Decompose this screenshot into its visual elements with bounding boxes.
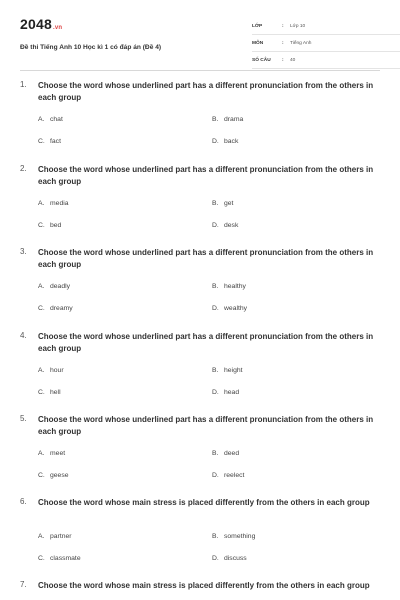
option-word: hell xyxy=(50,389,61,396)
exam-header xyxy=(20,12,380,63)
option-word: hour xyxy=(50,367,64,374)
option-letter: C. xyxy=(38,389,45,396)
option-a[interactable] xyxy=(38,533,72,540)
option-a[interactable] xyxy=(38,450,65,457)
option-c[interactable] xyxy=(38,222,61,229)
question-number: 3. xyxy=(20,247,27,256)
meta-class xyxy=(252,18,400,35)
option-word: dreamy xyxy=(50,305,73,312)
option-letter: A. xyxy=(38,533,45,540)
option-c[interactable] xyxy=(38,472,69,479)
option-word: reelect xyxy=(224,472,245,479)
option-letter: A. xyxy=(38,283,45,290)
question-text: Choose the word whose underlined part has a different pronunciation from the others in each group xyxy=(38,332,374,353)
meta-subject-label: MÔN xyxy=(252,41,264,46)
option-letter: C. xyxy=(38,138,45,145)
option-c[interactable] xyxy=(38,389,61,396)
option-b[interactable] xyxy=(212,533,255,540)
option-word: wealthy xyxy=(224,305,248,312)
option-word: classmate xyxy=(50,555,81,562)
option-letter: A. xyxy=(38,200,45,207)
option-word: discuss xyxy=(224,555,247,562)
meta-count-colon: : xyxy=(282,58,284,63)
option-letter: D. xyxy=(212,222,219,229)
exam-meta xyxy=(252,18,400,69)
option-letter: C. xyxy=(38,472,45,479)
option-word: height xyxy=(224,367,243,374)
question-number: 2. xyxy=(20,164,27,173)
option-letter: D. xyxy=(212,305,219,312)
option-word: media xyxy=(50,200,69,207)
option-letter: B. xyxy=(212,200,219,207)
option-letter: D. xyxy=(212,555,219,562)
question-number: 5. xyxy=(20,414,27,423)
question-number: 4. xyxy=(20,331,27,340)
option-a[interactable] xyxy=(38,367,64,374)
exam-title: Đề thi Tiếng Anh 10 Học kì 1 có đáp án (Đề 4) xyxy=(20,44,162,51)
option-b[interactable] xyxy=(212,200,233,207)
meta-count-value: 40 xyxy=(290,58,296,63)
question-text: Choose the word whose main stress is placed differently from the others in each group xyxy=(38,498,370,507)
option-d[interactable] xyxy=(212,222,238,229)
option-word: something xyxy=(224,533,256,540)
option-letter: B. xyxy=(212,116,219,123)
option-word: head xyxy=(224,389,240,396)
question-text: Choose the word whose main stress is placed differently from the others in each group xyxy=(38,581,370,590)
option-word: partner xyxy=(50,533,72,540)
option-b[interactable] xyxy=(212,283,246,290)
option-word: drama xyxy=(224,116,244,123)
option-word: bed xyxy=(50,222,62,229)
option-word: get xyxy=(224,200,234,207)
option-c[interactable] xyxy=(38,555,81,562)
option-b[interactable] xyxy=(212,450,239,457)
question-number: 1. xyxy=(20,80,27,89)
option-letter: B. xyxy=(212,367,219,374)
option-word: desk xyxy=(224,222,239,229)
option-word: chat xyxy=(50,116,63,123)
question-text: Choose the word whose underlined part has a different pronunciation from the others in each group xyxy=(38,81,374,102)
option-d[interactable] xyxy=(212,389,239,396)
option-letter: A. xyxy=(38,450,45,457)
meta-class-label: LỚP xyxy=(252,24,263,29)
option-word: meet xyxy=(50,450,66,457)
question-text: Choose the word whose underlined part has a different pronunciation from the others in each group xyxy=(38,165,374,186)
logo-tld: .vn xyxy=(52,25,63,31)
option-word: fact xyxy=(50,138,61,145)
option-word: back xyxy=(224,138,239,145)
meta-class-colon: : xyxy=(282,24,284,29)
option-b[interactable] xyxy=(212,116,243,123)
option-letter: B. xyxy=(212,450,219,457)
option-d[interactable] xyxy=(212,305,247,312)
option-d[interactable] xyxy=(212,472,244,479)
option-d[interactable] xyxy=(212,138,238,145)
option-letter: D. xyxy=(212,138,219,145)
meta-count-label: SỐ CÂU xyxy=(252,58,271,63)
option-c[interactable] xyxy=(38,138,61,145)
header-divider xyxy=(20,70,380,71)
question-number: 6. xyxy=(20,497,27,506)
option-letter: D. xyxy=(212,472,219,479)
option-d[interactable] xyxy=(212,555,247,562)
meta-subject xyxy=(252,35,400,52)
meta-subject-colon: : xyxy=(282,41,284,46)
option-letter: C. xyxy=(38,305,45,312)
option-a[interactable] xyxy=(38,200,69,207)
meta-class-value: Lớp 10 xyxy=(290,24,306,29)
option-letter: B. xyxy=(212,533,219,540)
option-b[interactable] xyxy=(212,367,243,374)
question-text: Choose the word whose underlined part has a different pronunciation from the others in each group xyxy=(38,248,374,269)
option-word: healthy xyxy=(224,283,246,290)
option-letter: C. xyxy=(38,222,45,229)
meta-subject-value: Tiếng Anh xyxy=(290,41,312,46)
site-logo[interactable] xyxy=(20,16,62,32)
meta-count xyxy=(252,52,400,69)
question-text: Choose the word whose underlined part has a different pronunciation from the others in each group xyxy=(38,415,374,436)
logo-main: 2048 xyxy=(20,16,52,32)
option-word: deed xyxy=(224,450,240,457)
option-letter: A. xyxy=(38,116,45,123)
option-letter: B. xyxy=(212,283,219,290)
option-c[interactable] xyxy=(38,305,73,312)
option-letter: A. xyxy=(38,367,45,374)
option-a[interactable] xyxy=(38,283,70,290)
option-letter: D. xyxy=(212,389,219,396)
option-a[interactable] xyxy=(38,116,63,123)
option-word: deadly xyxy=(50,283,71,290)
question-number: 7. xyxy=(20,580,27,589)
option-letter: C. xyxy=(38,555,45,562)
option-word: geese xyxy=(50,472,69,479)
